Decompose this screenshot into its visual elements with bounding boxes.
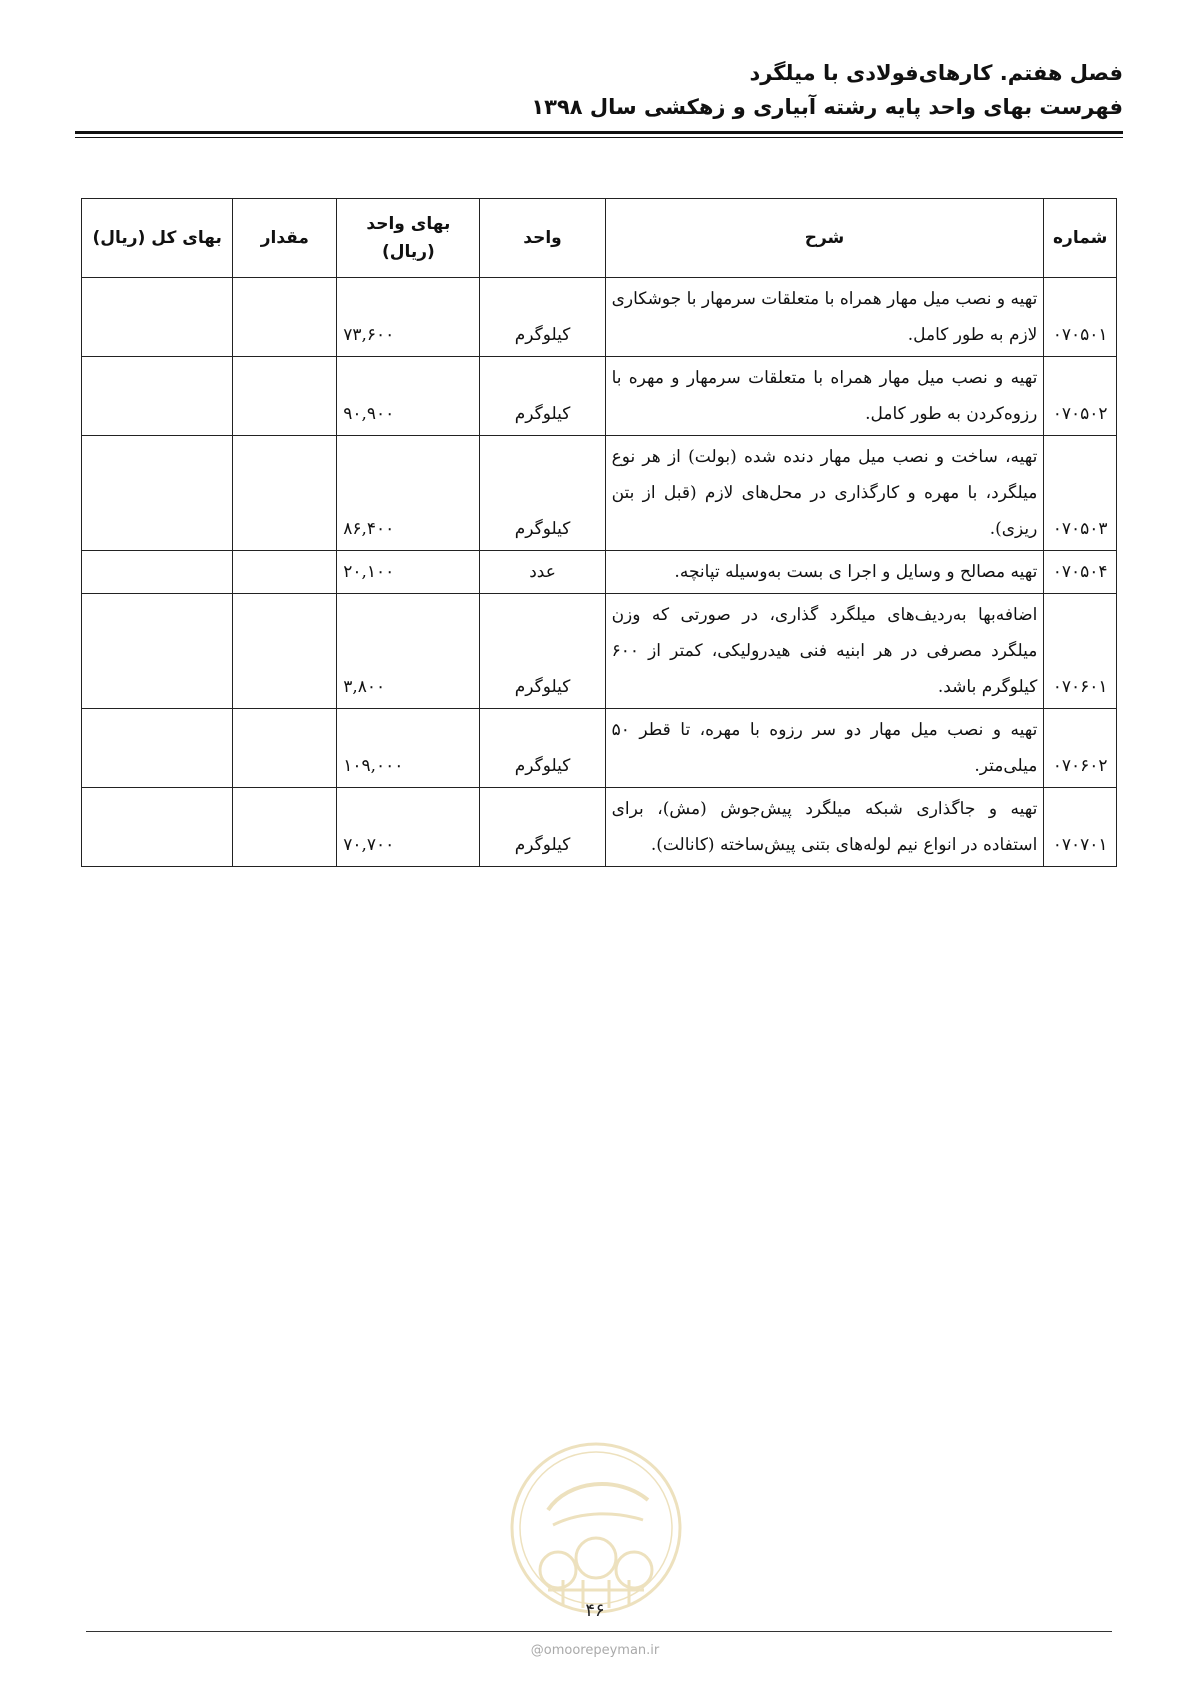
row-unit: کیلوگرم bbox=[480, 436, 605, 551]
row-code: ۰۷۰۵۰۲ bbox=[1044, 357, 1117, 436]
row-total bbox=[82, 788, 233, 867]
row-description: تهیه، ساخت و نصب میل مهار دنده شده (بولت) از هر نوع میلگرد، با مهره و کارگذاری در محل‌های لازم (قبل از بتن ریزی). bbox=[605, 436, 1044, 551]
row-description: تهیه و نصب میل مهار همراه با متعلقات سرمهار با جوشکاری لازم به طور کامل. bbox=[605, 278, 1044, 357]
row-unit: کیلوگرم bbox=[480, 357, 605, 436]
row-total bbox=[82, 551, 233, 594]
row-unit-price: ۲۰,۱۰۰ bbox=[337, 551, 480, 594]
row-unit-price: ۸۶,۴۰۰ bbox=[337, 436, 480, 551]
row-quantity bbox=[233, 594, 337, 709]
row-unit: کیلوگرم bbox=[480, 278, 605, 357]
row-quantity bbox=[233, 357, 337, 436]
row-description: تهیه و جاگذاری شبکه میلگرد پیش‌جوش (مش)، برای استفاده در انواع نیم لوله‌های بتنی پیش‌ساخته (کانالت). bbox=[605, 788, 1044, 867]
header-rule-thick bbox=[75, 131, 1123, 134]
table-row bbox=[82, 788, 1117, 867]
col-header-description: شرح bbox=[605, 199, 1044, 278]
table-header-row bbox=[82, 199, 1117, 278]
row-description: تهیه مصالح و وسایل و اجرا ی بست به‌وسیله تپانچه. bbox=[605, 551, 1044, 594]
row-unit-price: ۹۰,۹۰۰ bbox=[337, 357, 480, 436]
row-code: ۰۷۰۵۰۴ bbox=[1044, 551, 1117, 594]
col-header-code: شماره bbox=[1044, 199, 1117, 278]
page-number: ۴۶ bbox=[585, 1600, 605, 1621]
chapter-title: فصل هفتم. کارهای‌فولادی با میلگرد bbox=[749, 61, 1123, 85]
row-code: ۰۷۰۶۰۱ bbox=[1044, 594, 1117, 709]
site-watermark: @omoorepeyman.ir bbox=[530, 1643, 660, 1658]
price-table bbox=[81, 198, 1117, 867]
row-unit-price: ۷۰,۷۰۰ bbox=[337, 788, 480, 867]
col-header-total-price: بهای کل (ریال) bbox=[82, 199, 233, 278]
row-quantity bbox=[233, 788, 337, 867]
header-rule-thin bbox=[75, 137, 1123, 138]
row-code: ۰۷۰۵۰۳ bbox=[1044, 436, 1117, 551]
footer-rule bbox=[86, 1631, 1112, 1632]
col-header-unit-price bbox=[337, 199, 480, 278]
table-row bbox=[82, 436, 1117, 551]
row-unit: کیلوگرم bbox=[480, 594, 605, 709]
col-header-unit-price-line2: (ریال) bbox=[381, 242, 435, 262]
row-total bbox=[82, 594, 233, 709]
row-total bbox=[82, 709, 233, 788]
row-description: تهیه و نصب میل مهار همراه با متعلقات سرمهار و مهره با رزوه‌کردن به طور کامل. bbox=[605, 357, 1044, 436]
col-header-unit: واحد bbox=[480, 199, 605, 278]
row-quantity bbox=[233, 278, 337, 357]
row-unit-price: ۱۰۹,۰۰۰ bbox=[337, 709, 480, 788]
table-row bbox=[82, 594, 1117, 709]
col-header-unit-price-line1: بهای واحد bbox=[366, 214, 451, 234]
row-description: تهیه و نصب میل مهار دو سر رزوه با مهره، تا قطر ۵۰ میلی‌متر. bbox=[605, 709, 1044, 788]
row-description: اضافه‌بها به‌ردیف‌های میلگرد گذاری، در صورتی که وزن میلگرد مصرفی در هر ابنیه فنی هیدرولیکی، کمتر از ۶۰۰ کیلوگرم باشد. bbox=[605, 594, 1044, 709]
row-quantity bbox=[233, 436, 337, 551]
row-code: ۰۷۰۶۰۲ bbox=[1044, 709, 1117, 788]
row-unit-price: ۷۳,۶۰۰ bbox=[337, 278, 480, 357]
table-row bbox=[82, 278, 1117, 357]
row-quantity bbox=[233, 551, 337, 594]
row-unit: کیلوگرم bbox=[480, 788, 605, 867]
table-row bbox=[82, 357, 1117, 436]
col-header-quantity: مقدار bbox=[233, 199, 337, 278]
row-unit: کیلوگرم bbox=[480, 709, 605, 788]
watermark-seal-icon bbox=[508, 1440, 684, 1616]
row-quantity bbox=[233, 709, 337, 788]
row-unit: عدد bbox=[480, 551, 605, 594]
row-total bbox=[82, 357, 233, 436]
row-unit-price: ۳,۸۰۰ bbox=[337, 594, 480, 709]
table-row bbox=[82, 709, 1117, 788]
row-code: ۰۷۰۷۰۱ bbox=[1044, 788, 1117, 867]
row-total bbox=[82, 278, 233, 357]
table-row bbox=[82, 551, 1117, 594]
page-header bbox=[75, 56, 1123, 124]
row-total bbox=[82, 436, 233, 551]
row-code: ۰۷۰۵۰۱ bbox=[1044, 278, 1117, 357]
price-list-title: فهرست بهای واحد پایه رشته آبیاری و زهکشی سال ۱۳۹۸ bbox=[531, 95, 1123, 119]
